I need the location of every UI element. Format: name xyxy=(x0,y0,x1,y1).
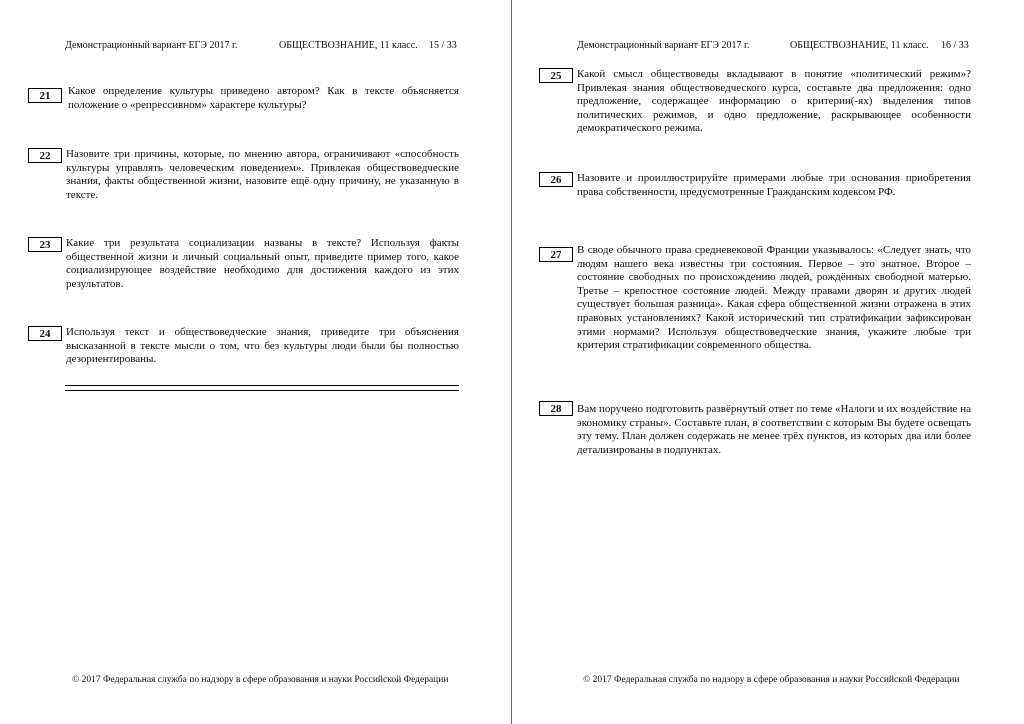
section-end-rule xyxy=(65,390,459,391)
task-text: Вам поручено подготовить развёрнутый ответ по теме «Налоги и их воздействие на экономику страны». Составьте план, в соответствии с которым Вы будете освещать эту тему. План должен содержать не менее трёх пунктов, из которых два или более детализированы в подпунктах. xyxy=(577,403,971,456)
task-number-box: 23 xyxy=(28,237,62,252)
header-subject: ОБЩЕСТВОЗНАНИЕ, 11 класс. xyxy=(279,40,418,51)
page-footer: © 2017 Федеральная служба по надзору в сфере образования и науки Российской Федерации xyxy=(72,675,449,685)
header-document-title: Демонстрационный вариант ЕГЭ 2017 г. xyxy=(577,40,750,51)
header-document-title: Демонстрационный вариант ЕГЭ 2017 г. xyxy=(65,40,238,51)
task-text: Назовите и проиллюстрируйте примерами любые три основания приобретения права собственности, предусмотренные Гражданским кодексом РФ. xyxy=(577,172,971,198)
task-text: В своде обычного права средневековой Франции указывалось: «Следует знать, что людям нашего века известны три состояния. Первое – это знатное. Второе – состояние свободных по происхождению людей, рождённых свободной матерью. Третье – крепостное состояние людей. Между правами дворян и других людей существует большая разница». Какая сфера общественной жизни отражена в этих правовых установлениях? Какой исторический тип стратификации зафиксирован этими нормами? Используя обществоведческие знания, укажите любые три критерия стратификации современного общества. xyxy=(577,244,971,352)
task-number-box: 22 xyxy=(28,148,62,163)
task-text: Какие три результата социализации названы в тексте? Используя факты общественной жизни и личный социальный опыт, приведите пример того, какое социализирующее воздействие необходимо для достижения каждого из этих результатов. xyxy=(66,237,459,290)
task-text: Используя текст и обществоведческие знания, приведите три объяснения высказанной в тексте мысли о том, что без культуры люди были бы полностью дезориентированы. xyxy=(66,326,459,366)
task-text: Какой смысл обществоведы вкладывают в понятие «политический режим»? Привлекая знания обществоведческого курса, составьте два предложения: одно предложение, содержащее информацию о критерии(-ях) выделения типов политических режимов, и одно предложение, раскрывающее особенности демократического режима. xyxy=(577,68,971,135)
section-end-rule xyxy=(65,385,459,386)
task-number-box: 28 xyxy=(539,401,573,416)
task-text: Назовите три причины, которые, по мнению автора, ограничивают «способность культуры управлять человеческим поведением». Привлекая обществоведческие знания, факты общественной жизни, назовите ещё одну причину, не указанную в тексте. xyxy=(66,148,459,201)
header-page-number: 16 / 33 xyxy=(941,40,969,51)
header-page-number: 15 / 33 xyxy=(429,40,457,51)
task-number-box: 27 xyxy=(539,247,573,262)
task-number-box: 26 xyxy=(539,172,573,187)
header-subject: ОБЩЕСТВОЗНАНИЕ, 11 класс. xyxy=(790,40,929,51)
task-number-box: 21 xyxy=(28,88,62,103)
page-footer: © 2017 Федеральная служба по надзору в сфере образования и науки Российской Федерации xyxy=(583,675,960,685)
task-number-box: 25 xyxy=(539,68,573,83)
task-number-box: 24 xyxy=(28,326,62,341)
right-page xyxy=(512,0,1024,724)
task-text: Какое определение культуры приведено автором? Как в тексте объясняется положение о «репрессивном» характере культуры? xyxy=(68,85,459,111)
